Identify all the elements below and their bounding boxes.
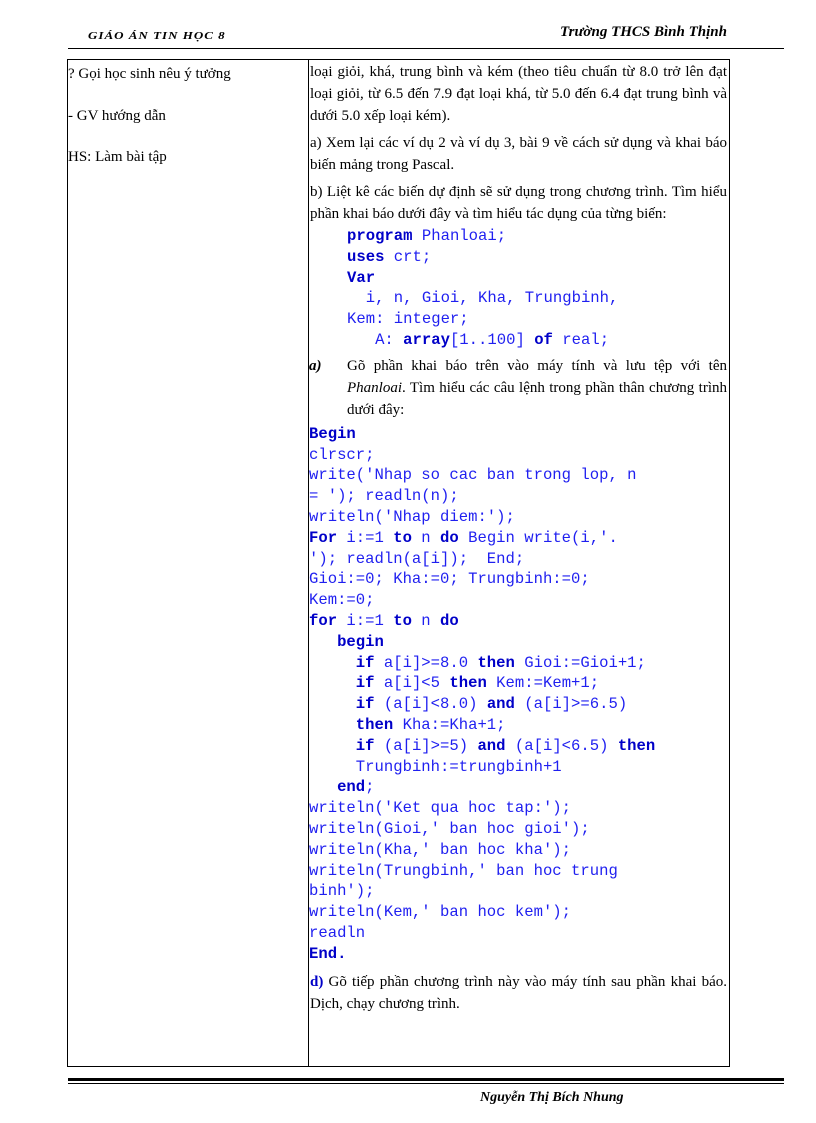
footer-author: Nguyễn Thị Bích Nhung [480, 1090, 624, 1105]
program-body-code: Begin clrscr; write('Nhap so cac ban trong lop, n = '); readln(n); writeln('Nhap diem:'); For i:=1 to n do Begin write(i,'. '); readln(a[i]); End; Gioi:=0; Kha:=0; Trungbinh:=0; Kem:=0; for i:=1 to n do begin if a[i]>=8.0 then Gioi:=Gioi+1; if a[i]<5 then Kem:=Kem+1; if (a[i]<8.0) and (a[i]>=6.5) then Kha:=Kha+1; if (a[i]>=5) and (a[i]<6.5) then Trungbinh:=trungbinh+1 end; writeln('Ket qua hoc tap:'); writeln(Gioi,' ban hoc gioi'); writeln(Kha,' ban hoc kha'); writeln(Trungbinh,' ban hoc trung binh'); writeln(Kem,' ban hoc kem'); readln End. [309, 424, 656, 963]
item-marker-d: d) [310, 973, 324, 990]
footer-rule-thick [68, 1078, 784, 1081]
lesson-table [67, 59, 730, 1067]
content-cell [309, 60, 730, 1067]
teacher-activity-cell [68, 60, 309, 1067]
paragraph-criteria: loại giỏi, khá, trung bình và kém (theo tiêu chuẩn từ 8.0 trở lên đạt loại giỏi, từ 6.5 đến 7.9 đạt loại khá, từ 5.0 đến 6.4 đạt trung bình và dưới 5.0 xếp loại kém). [310, 64, 727, 124]
left-line-3: HS: Làm bài tập [68, 149, 167, 165]
paragraph-a: a) Xem lại các ví dụ 2 và ví dụ 3, bài 9 về cách sử dụng và khai báo biến mảng trong Pascal. [310, 135, 727, 173]
paragraph-d: d) Gõ tiếp phần chương trình này vào máy tính sau phần khai báo. Dịch, chạy chương trình. [310, 973, 727, 1012]
footer-rule-thin [68, 1083, 784, 1084]
header-rule [68, 48, 784, 49]
paragraph-b: b) Liệt kê các biến dự định sẽ sử dụng trong chương trình. Tìm hiểu phần khai báo dưới đây và tìm hiểu tác dụng của từng biến: [310, 184, 727, 222]
header-subject: GIÁO ÁN TIN HỌC 8 [88, 29, 226, 42]
item-marker-a: a) [309, 357, 322, 374]
paragraph-a2: a) Gõ phần khai báo trên vào máy tính và lưu tệp với tên Phanloai. Tìm hiểu các câu lệnh trong phần thân chương trình dưới đây: [309, 355, 729, 421]
left-line-1: ? Gọi học sinh nêu ý tưởng [68, 66, 231, 82]
left-line-2: - GV hướng dẫn [68, 108, 166, 124]
declaration-code: program Phanloai; uses crt; Var i, n, Gioi, Kha, Trungbinh, Kem: integer; A: array[1..100] of real; [347, 227, 619, 349]
header-school: Trường THCS Bình Thịnh [560, 24, 727, 40]
